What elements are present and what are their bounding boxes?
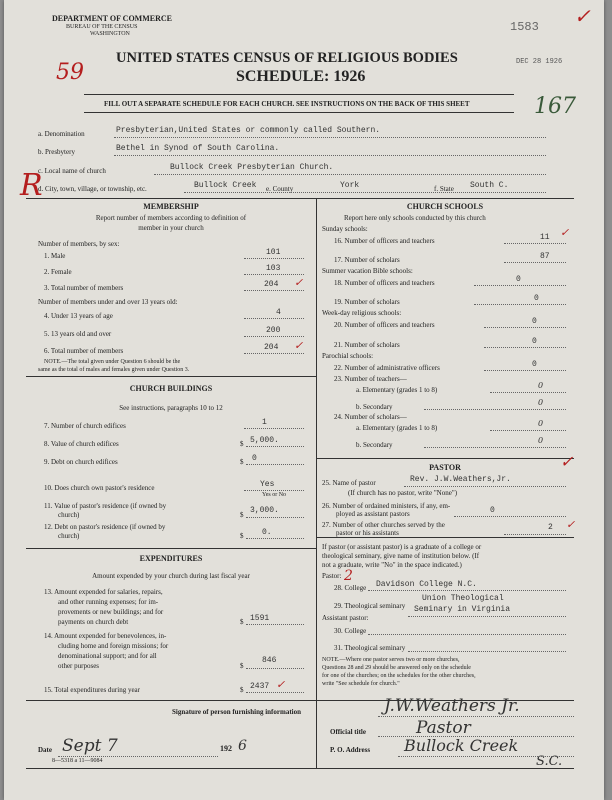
scholars-secondary-value: 0 [538, 436, 544, 445]
city-label: WASHINGTON [90, 31, 130, 37]
assistants-label-2: ployed as assistant pastors [336, 510, 410, 518]
male-value: 101 [266, 248, 281, 257]
dollar-sign: $ [240, 458, 244, 466]
membership-title: MEMBERSHIP [143, 202, 199, 211]
membership-note-1: NOTE.—The total given under Question 6 should be the [44, 359, 181, 365]
pencil-number-167: 167 [534, 94, 576, 119]
total-expenditures-label: 15. Total expenditures during year [44, 686, 140, 694]
vacation-scholars-value: 0 [534, 294, 539, 303]
over-13-label: 5. 13 years old and over [44, 330, 112, 338]
edifices-count-value: 1 [262, 418, 267, 427]
pastor-note-2: Questions 28 and 29 should be answered only on the schedule [322, 665, 471, 671]
weekday-scholars-label: 21. Number of scholars [334, 341, 400, 349]
vacation-scholars-label: 19. Number of scholars [334, 298, 400, 306]
sunday-scholars-label: 17. Number of scholars [334, 256, 400, 264]
date-value: Sept 7 [62, 736, 118, 756]
check-mark-icon: ✓ [566, 518, 576, 531]
dollar-sign: $ [240, 662, 244, 670]
census-schedule-page [4, 0, 604, 800]
signature-label: Signature of person furnishing information [172, 708, 301, 716]
presbytery-label: b. Presbytery [38, 148, 75, 156]
members-by-sex-label: Number of members, by sex: [38, 240, 120, 248]
owns-residence-label: 10. Does church own pastor's residence [44, 484, 155, 492]
seminary-value-2: Seminary in Virginia [414, 605, 511, 614]
total-members-6-label: 6. Total number of members [44, 347, 124, 355]
pastor-name-value: Rev. J.W.Weathers,Jr. [410, 475, 511, 484]
parochial-schools-label: Parochial schools: [322, 352, 374, 360]
pastor-note-4: write "See schedule for church." [322, 681, 400, 687]
total-members-label: 3. Total number of members [44, 284, 124, 292]
schedule-number: 1583 [510, 20, 539, 34]
red-mark-2: 2 [344, 568, 353, 584]
assistant-seminary-label: 31. Theological seminary [334, 644, 406, 652]
pastor-name-label: 25. Name of pastor [322, 479, 376, 487]
residence-value-label-1: 11. Value of pastor's residence (if owned by [44, 502, 167, 510]
instruction-banner: FILL OUT A SEPARATE SCHEDULE FOR EACH CHURCH. SEE INSTRUCTIONS ON THE BACK OF THIS SHEET [104, 100, 470, 108]
pastor-section-label: Pastor: [322, 572, 342, 580]
dollar-sign: $ [240, 686, 244, 694]
check-mark-icon: ✓ [276, 678, 286, 691]
year-prefix: 192 [220, 744, 232, 753]
year-value: 6 [238, 738, 247, 754]
schedule-title: SCHEDULE: 1926 [236, 68, 366, 85]
form-title: UNITED STATES CENSUS OF RELIGIOUS BODIES [116, 50, 458, 66]
running-expenses-value: 1591 [250, 614, 270, 623]
vacation-schools-label: Summer vacation Bible schools: [322, 267, 413, 275]
seminary-label: 29. Theological seminary [334, 602, 406, 610]
dollar-sign: $ [240, 618, 244, 626]
pastor-title: PASTOR [429, 463, 461, 472]
total-expenditures-value: 2437 [250, 682, 270, 691]
residence-value: 3,000. [250, 506, 279, 515]
college-value: Davidson College N.C. [376, 580, 477, 589]
assistant-pastor-label: Assistant pastor: [322, 614, 369, 622]
check-mark-icon: ✓ [560, 226, 570, 239]
form-number: 8—5318 a 11—9084 [52, 758, 103, 764]
state-label: f. State [434, 185, 454, 193]
sunday-officers-value: 11 [540, 233, 550, 242]
church-name-label: c. Local name of church [38, 167, 106, 175]
dollar-sign: $ [240, 511, 244, 519]
college-label: 28. College [334, 584, 367, 592]
weekday-officers-value: 0 [532, 317, 537, 326]
running-expenses-label-4: payments on church debt [58, 618, 129, 626]
date-label: Date [38, 746, 52, 754]
over-13-value: 200 [266, 326, 281, 335]
pastor-none-note: (If church has no pastor, write "None") [348, 489, 458, 497]
parochial-scholars-label: 24. Number of scholars— [334, 413, 407, 421]
graduate-note-1: If pastor (or assistant pastor) is a graduate of a college or [322, 543, 482, 551]
running-expenses-label-3: provements or new buildings; and for [58, 608, 164, 616]
city-town-value: Bullock Creek [194, 181, 257, 190]
buildings-intro: See instructions, paragraphs 10 to 12 [119, 404, 223, 412]
other-churches-label-2: pastor or his assistants [336, 529, 399, 537]
edifices-value: 5,000. [250, 436, 279, 445]
running-expenses-label-1: 13. Amount expended for salaries, repairs, [44, 588, 163, 596]
red-letter-r: R [20, 168, 43, 203]
edifices-debt-value: 0 [252, 454, 257, 463]
county-value: York [340, 181, 360, 190]
assistants-value: 0 [490, 506, 495, 515]
edifices-debt-label: 9. Debt on church edifices [44, 458, 118, 466]
schools-intro: Report here only schools conducted by this church [344, 214, 486, 222]
teachers-elementary-label: a. Elementary (grades 1 to 8) [356, 386, 438, 394]
membership-intro-1: Report number of members according to definition of [95, 214, 247, 222]
parochial-teachers-label: 23. Number of teachers— [334, 375, 407, 383]
benevolences-value: 846 [262, 656, 277, 665]
scholars-elementary-value: 0 [538, 419, 544, 428]
teachers-secondary-label: b. Secondary [356, 403, 393, 411]
teachers-elementary-value: 0 [538, 381, 544, 390]
po-address-label: P. O. Address [330, 746, 371, 754]
female-label: 2. Female [44, 268, 72, 276]
female-value: 103 [266, 264, 281, 273]
edifices-value-label: 8. Value of church edifices [44, 440, 119, 448]
membership-intro-2: member in your church [138, 224, 204, 232]
expenditures-intro: Amount expended by your church during last fiscal year [92, 572, 250, 580]
other-churches-value: 2 [548, 523, 553, 532]
signature-value: J.W.Weathers Jr. [384, 696, 520, 716]
red-number-59: 59 [56, 60, 84, 85]
official-title-value: Pastor [416, 718, 471, 738]
male-label: 1. Male [44, 252, 66, 260]
benevolences-label-4: other purposes [58, 662, 100, 670]
bureau-label: BUREAU OF THE CENSUS [66, 24, 138, 30]
buildings-title: CHURCH BUILDINGS [129, 384, 213, 393]
residence-debt-value: 0. [262, 528, 272, 537]
sunday-scholars-value: 87 [540, 252, 550, 261]
under-13-label: 4. Under 13 years of age [44, 312, 113, 320]
sunday-schools-label: Sunday schools: [322, 225, 368, 233]
assistant-college-label: 30. College [334, 627, 367, 635]
total-members-6-value: 204 [264, 343, 279, 352]
pastor-note-3: for one of the churches; on the schedules for the other churches, [322, 673, 476, 679]
check-mark-icon: ✓ [294, 339, 304, 352]
presbytery-value: Bethel in Synod of South Carolina. [116, 144, 280, 153]
teachers-secondary-value: 0 [538, 398, 544, 407]
dollar-sign: $ [240, 532, 244, 540]
city-town-label: d. City, town, village, or township, etc. [38, 185, 147, 193]
po-state-value: S.C. [536, 754, 563, 769]
scholars-elementary-label: a. Elementary (grades 1 to 8) [356, 424, 438, 432]
check-mark-icon: ✓ [294, 276, 304, 289]
other-churches-label-1: 27. Number of other churches served by the [322, 521, 445, 529]
check-mark-corner: ✓ [574, 4, 591, 28]
official-title-label: Official title [330, 728, 366, 736]
weekday-officers-label: 20. Number of officers and teachers [334, 321, 435, 329]
benevolences-label-3: denominational support; and for all [58, 652, 157, 660]
residence-debt-label-2: church) [58, 532, 80, 540]
age-intro-label: Number of members under and over 13 years old: [38, 298, 178, 306]
weekday-schools-label: Week-day religious schools: [322, 309, 402, 317]
seminary-value-1: Union Theological [422, 594, 504, 603]
residence-value-label-2: church) [58, 511, 80, 519]
denomination-label: a. Denomination [38, 130, 85, 138]
parochial-admin-value: 0 [532, 360, 537, 369]
vacation-officers-label: 18. Number of officers and teachers [334, 279, 435, 287]
parochial-admin-label: 22. Number of administrative officers [334, 364, 440, 372]
running-expenses-label-2: and other running expenses; for im- [58, 598, 159, 606]
yes-no-hint: Yes or No [262, 492, 287, 498]
scholars-secondary-label: b. Secondary [356, 441, 393, 449]
dollar-sign: $ [240, 440, 244, 448]
denomination-value: Presbyterian,United States or commonly called Southern. [116, 126, 381, 135]
benevolences-label-2: cluding home and foreign missions; for [58, 642, 169, 650]
sunday-officers-label: 16. Number of officers and teachers [334, 237, 435, 245]
weekday-scholars-value: 0 [532, 337, 537, 346]
po-address-value: Bullock Creek [404, 736, 519, 755]
schools-title: CHURCH SCHOOLS [406, 202, 484, 211]
benevolences-label-1: 14. Amount expended for benevolences, in- [44, 632, 167, 640]
church-name-value: Bullock Creek Presbyterian Church. [170, 163, 334, 172]
assistants-label-1: 26. Number of ordained ministers, if any, em- [322, 502, 451, 510]
owns-residence-value: Yes [260, 480, 275, 489]
check-mark-icon: ✓ [560, 452, 574, 471]
membership-note-2: same as the total of males and females given under Question 3. [38, 367, 190, 373]
pastor-note-1: NOTE.—Where one pastor serves two or more churches, [322, 657, 460, 663]
residence-debt-label-1: 12. Debt on pastor's residence (if owned by [44, 523, 166, 531]
edifices-count-label: 7. Number of church edifices [44, 422, 126, 430]
vacation-officers-value: 0 [516, 275, 521, 284]
received-date-stamp: DEC 28 1926 [516, 58, 563, 66]
department-label: DEPARTMENT OF COMMERCE [52, 14, 173, 23]
county-label: e. County [266, 185, 294, 193]
total-members-value: 204 [264, 280, 279, 289]
graduate-note-2: theological seminary, give name of institution below. (If [322, 552, 480, 560]
graduate-note-3: not a graduate, write "No" in the space indicated.) [322, 561, 462, 569]
under-13-value: 4 [276, 308, 281, 317]
expenditures-title: EXPENDITURES [139, 554, 203, 563]
state-value: South C. [470, 181, 509, 190]
